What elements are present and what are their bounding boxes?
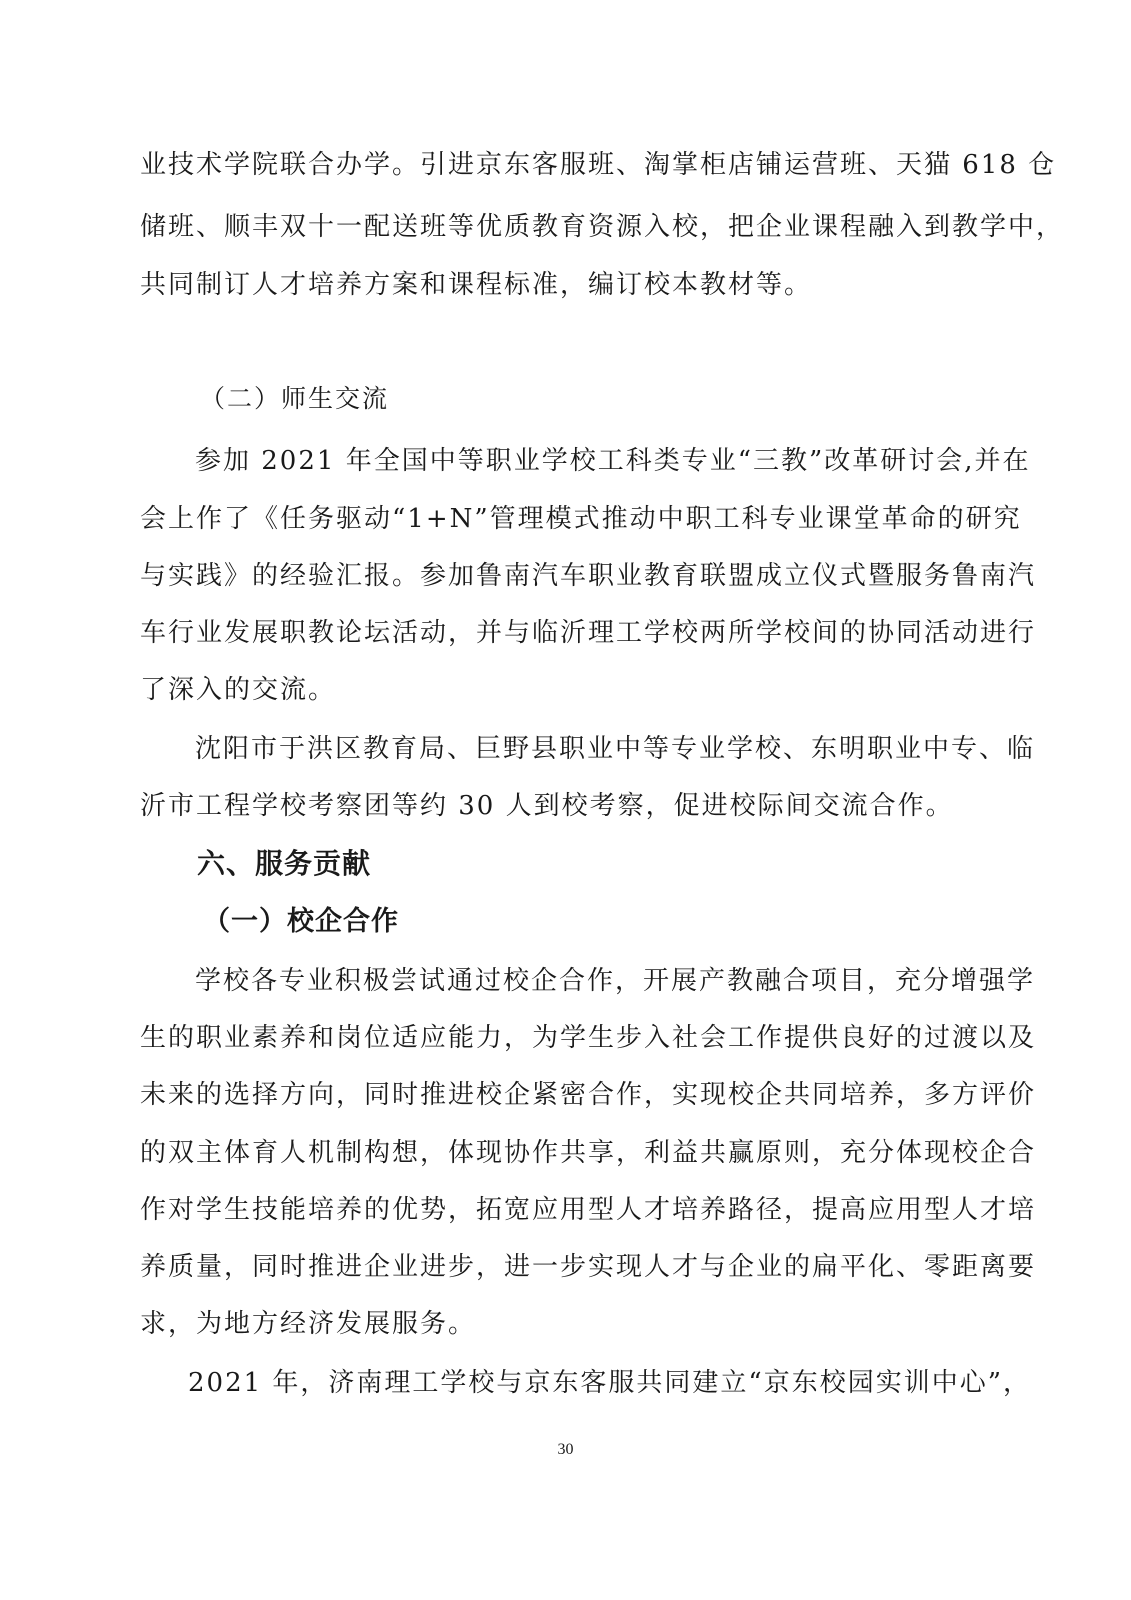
paragraph-line: 未来的选择方向，同时推进校企紧密合作，实现校企共同培养，多方评价	[140, 1080, 1037, 1110]
paragraph-line: 求，为地方经济发展服务。	[140, 1309, 477, 1339]
paragraph-line: 与实践》的经验汇报。参加鲁南汽车职业教育联盟成立仪式暨服务鲁南汽	[140, 561, 1037, 591]
paragraph-line: 参加 2021 年全国中等职业学校工科类专业“三教”改革研讨会,并在	[195, 446, 1031, 476]
subsection-title: （二）师生交流	[200, 384, 390, 413]
paragraph-line: 了深入的交流。	[140, 675, 337, 705]
paragraph-line: 学校各专业积极尝试通过校企合作，开展产教融合项目，充分增强学	[195, 966, 1036, 996]
paragraph-line: 生的职业素养和岗位适应能力，为学生步入社会工作提供良好的过渡以及	[140, 1023, 1037, 1053]
paragraph-line: 沂市工程学校考察团等约 30 人到校考察，促进校际间交流合作。	[140, 791, 954, 821]
paragraph-line: 的双主体育人机制构想，体现协作共享，利益共赢原则，充分体现校企合	[140, 1138, 1037, 1168]
paragraph-line: 作对学生技能培养的优势，拓宽应用型人才培养路径，提高应用型人才培	[140, 1195, 1037, 1225]
page-number: 30	[557, 1441, 574, 1458]
paragraph-line: 沈阳市于洪区教育局、巨野县职业中等专业学校、东明职业中专、临	[195, 734, 1036, 764]
section-subheading: （一）校企合作	[203, 906, 399, 937]
paragraph-line: 车行业发展职教论坛活动，并与临沂理工学校两所学校间的协同活动进行	[140, 618, 1037, 648]
paragraph-line: 共同制订人才培养方案和课程标准，编订校本教材等。	[140, 270, 813, 300]
paragraph-line: 养质量，同时推进企业进步，进一步实现人才与企业的扁平化、零距离要	[140, 1252, 1037, 1282]
paragraph-line: 业技术学院联合办学。引进京东客服班、淘掌柜店铺运营班、天猫 618 仓	[140, 150, 1057, 180]
paragraph-line: 储班、顺丰双十一配送班等优质教育资源入校，把企业课程融入到教学中，	[140, 212, 1065, 242]
paragraph-line: 2021 年，济南理工学校与京东客服共同建立“京东校园实训中心”，	[188, 1368, 1032, 1398]
paragraph-line: 会上作了《任务驱动“1+N”管理模式推动中职工科专业课堂革命的研究	[140, 504, 1022, 534]
section-heading: 六、服务贡献	[197, 847, 372, 880]
